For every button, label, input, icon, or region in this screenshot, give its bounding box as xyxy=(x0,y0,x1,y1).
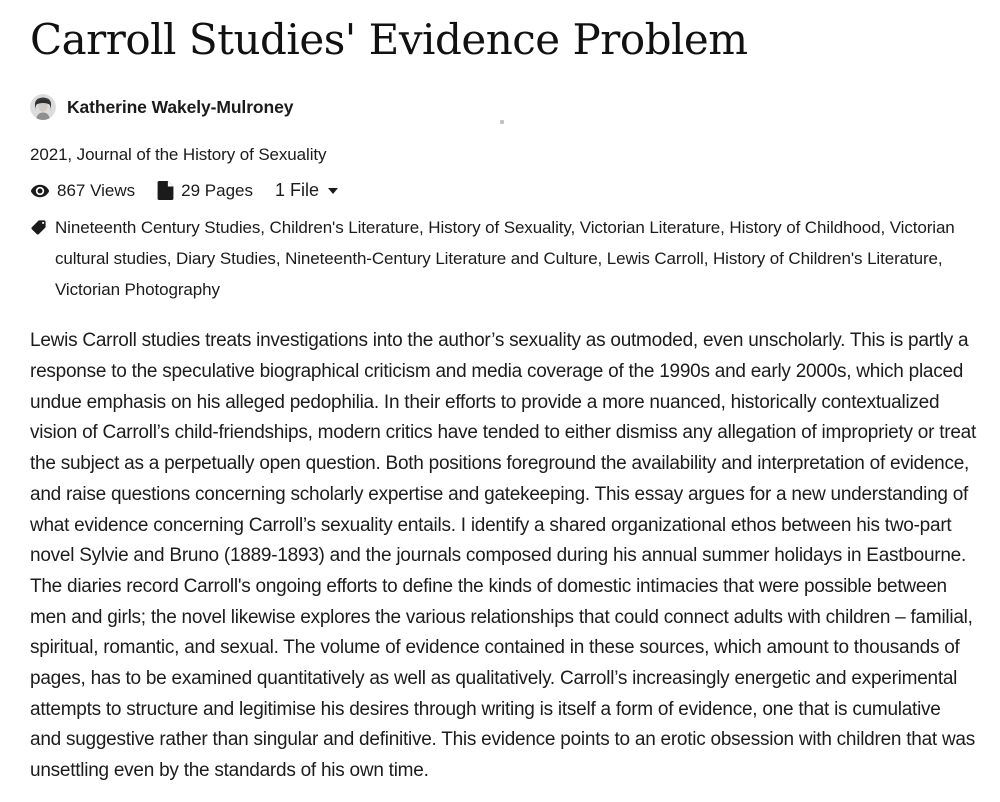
file-dropdown[interactable] xyxy=(275,180,338,201)
page-title: Carroll Studies' Evidence Problem xyxy=(30,15,748,64)
pages-count: 29 Pages xyxy=(181,180,253,200)
file-dropdown-label: 1 File xyxy=(274,180,319,201)
dust-speck xyxy=(500,120,504,124)
views-count: 867 Views xyxy=(57,180,136,200)
tag-icon-wrap xyxy=(30,212,47,241)
stats-row xyxy=(30,180,976,201)
author-row xyxy=(30,94,976,120)
pages-stat xyxy=(157,181,253,201)
tag-list[interactable]: Nineteenth Century Studies, Children's Literature, History of Sexuality, Victorian Literature, History of Childhood, Victorian cultural studies, Diary Studies, Nineteenth-Century Literature and Culture, Lewis Carroll, History of Children's Literature, Victorian Photography xyxy=(55,218,955,300)
publication-line: 2021, Journal of the History of Sexuality xyxy=(30,145,327,165)
tag-icon xyxy=(30,219,47,236)
chevron-down-icon xyxy=(328,188,338,194)
author-avatar[interactable] xyxy=(30,94,56,120)
document-icon xyxy=(157,181,174,200)
author-name[interactable]: Katherine Wakely-Mulroney xyxy=(67,96,294,117)
eye-icon xyxy=(30,181,50,201)
views-stat xyxy=(30,181,135,201)
tags-row xyxy=(30,212,976,305)
author-photo-icon xyxy=(30,94,56,120)
abstract-text: Lewis Carroll studies treats investigations into the author’s sexuality as outmoded, even unscholarly. This is partly a response to the speculative biographical criticism and media coverage of the 1990s and early 2000s, which placed undue emphasis on his alleged pedophilia. In their efforts to provide a more nuanced, historically contextualized vision of Carroll’s child-friendships, modern critics have tended to either dismiss any allegation of impropriety or treat the subject as a perpetually open question. Both positions foreground the availability and interpretation of evidence, and raise questions concerning scholarly expertise and gatekeeping. This essay argues for a new understanding of what evidence concerning Carroll’s sexuality entails. I identify a shared organizational ethos between his two-part novel Sylvie and Bruno (1889-1893) and the journals composed during his annual summer holidays in Eastbourne. The diaries record Carroll's ongoing efforts to define the kinds of domestic intimacies that were possible between men and girls; the novel likewise explores the various relationships that could connect adults with children – familial, spiritual, romantic, and sexual. The volume of evidence contained in these sources, which amount to thousands of pages, has to be examined quantitatively as well as qualitatively. Carroll’s increasingly energetic and experimental attempts to structure and legitimise his desires through writing is itself a form of evidence, one that is cumulative and suggestive rather than singular and definitive. This evidence points to an erotic obsession with children that was unsettling even by the standards of his own time. xyxy=(30,330,976,782)
